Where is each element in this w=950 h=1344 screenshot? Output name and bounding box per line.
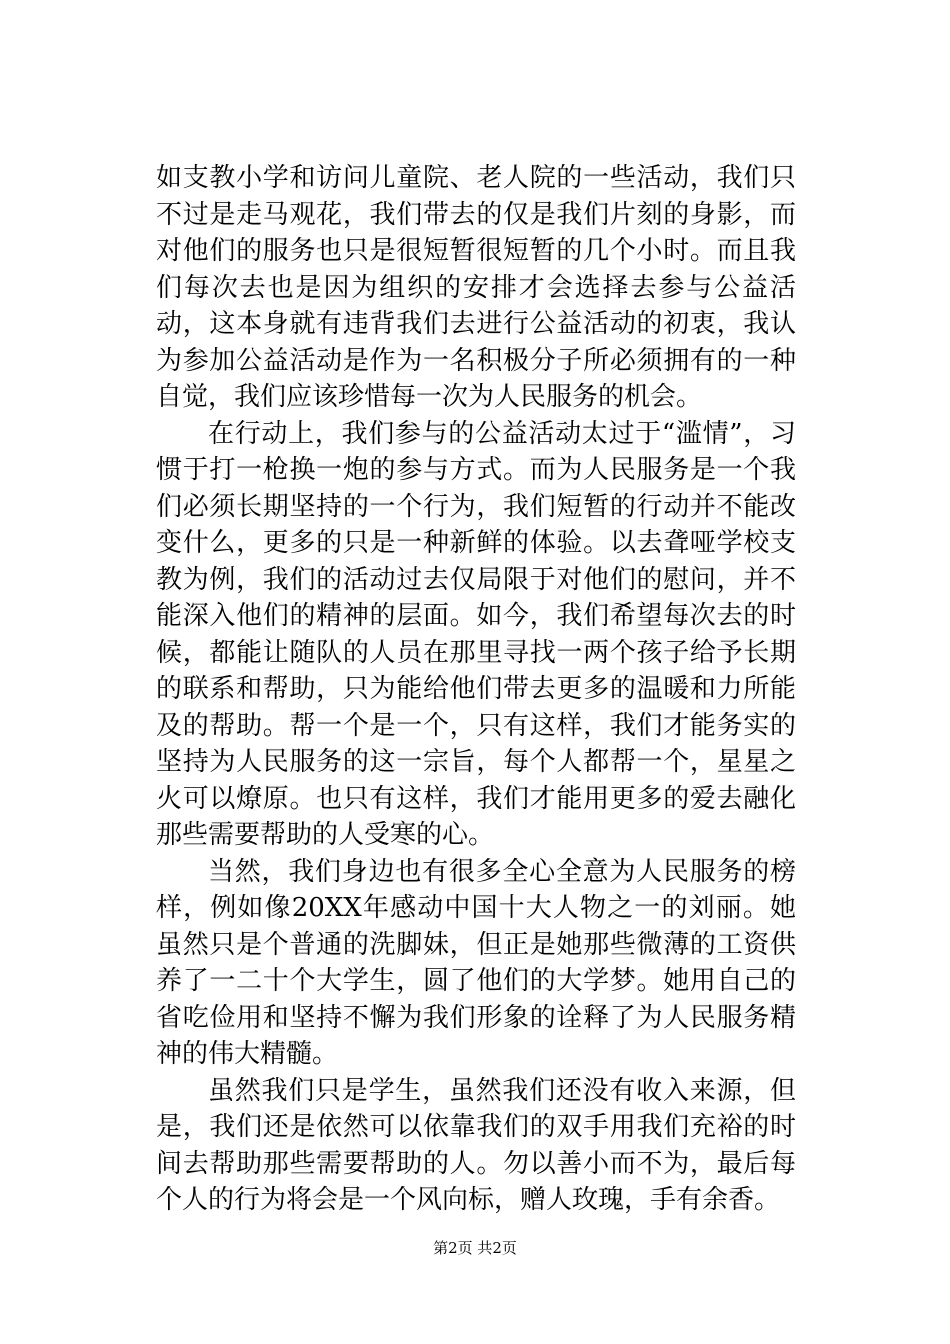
paragraph-4: 虽然我们只是学生，虽然我们还没有收入来源，但是，我们还是依然可以依靠我们的双手用我们充裕的时间去帮助那些需要帮助的人。勿以善小而不为，最后每个人的行为将会是一个风向标，赠人玫瑰，手有余香。 (156, 1075, 796, 1215)
paragraph-3: 当然，我们身边也有很多全心全意为人民服务的榜样，例如像20XX年感动中国十大人物之一的刘丽。她虽然只是个普通的洗脚妹，但正是她那些微薄的工资供养了一二十个大学生，圆了他们的大学梦。她用自己的省吃俭用和坚持不懈为我们形象的诠释了为人民服务精神的伟大精髓。 (156, 856, 796, 1069)
page-footer: 第2页 共2页 (433, 1239, 517, 1257)
document-body (156, 160, 796, 1219)
paragraph-2: 在行动上，我们参与的公益活动太过于“滥情”，习惯于打一枪换一炮的参与方式。而为人民服务是一个我们必须长期坚持的一个行为，我们短暂的行动并不能改变什么，更多的只是一种新鲜的体验。以去聋哑学校支教为例，我们的活动过去仅局限于对他们的慰问，并不能深入他们的精神的层面。如今，我们希望每次去的时候，都能让随队的人员在那里寻找一两个孩子给予长期的联系和帮助，只为能给他们带去更多的温暖和力所能及的帮助。帮一个是一个，只有这样，我们才能务实的坚持为人民服务的这一宗旨，每个人都帮一个，星星之火可以燎原。也只有这样，我们才能用更多的爱去融化那些需要帮助的人受寒的心。 (156, 418, 796, 850)
paragraph-1: 如支教小学和访问儿童院、老人院的一些活动，我们只不过是走马观花，我们带去的仅是我们片刻的身影，而对他们的服务也只是很短暂很短暂的几个小时。而且我们每次去也是因为组织的安排才会选择去参与公益活动，这本身就有违背我们去进行公益活动的初衷，我认为参加公益活动是作为一名积极分子所必须拥有的一种自觉，我们应该珍惜每一次为人民服务的机会。 (156, 163, 796, 412)
